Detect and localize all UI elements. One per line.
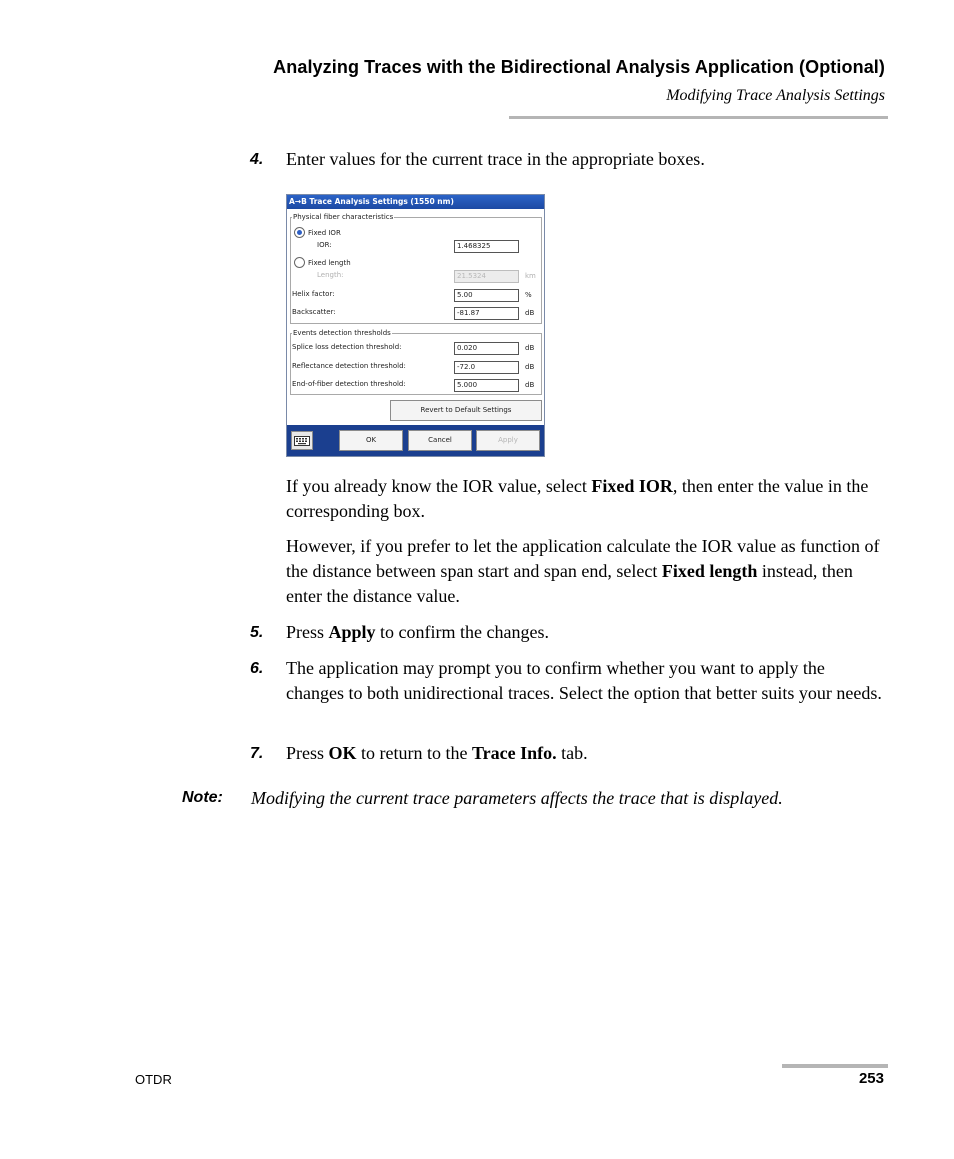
splice-loss-unit: dB (525, 344, 535, 352)
paragraph-fixed-length: However, if you prefer to let the application calculate the IOR value as function of the distance between span start and span end, select Fixed length instead, then enter the distance value. (286, 536, 880, 606)
reflectance-label: Reflectance detection threshold: (292, 362, 406, 370)
helix-factor-unit: % (525, 291, 532, 299)
fixed-ior-label: Fixed IOR (308, 229, 341, 237)
splice-loss-label: Splice loss detection threshold: (292, 343, 402, 351)
length-label: Length: (317, 271, 344, 279)
ior-input[interactable]: 1.468325 (454, 240, 519, 253)
note-label: Note: (182, 789, 223, 806)
fixed-ior-radio[interactable] (294, 227, 305, 238)
length-input[interactable]: 21.5324 (454, 270, 519, 283)
cancel-button[interactable]: Cancel (408, 430, 472, 451)
reflectance-unit: dB (525, 363, 535, 371)
ok-button[interactable]: OK (339, 430, 403, 451)
revert-default-button[interactable]: Revert to Default Settings (390, 400, 542, 421)
splice-loss-input[interactable]: 0.020 (454, 342, 519, 355)
step-text: The application may prompt you to confirm whether you want to apply the changes to both unidirectional traces. Select the option that better suits your needs. (286, 658, 882, 703)
page-number: 253 (858, 1070, 884, 1087)
events-group-legend: Events detection thresholds (293, 329, 391, 337)
reflectance-input[interactable]: -72.0 (454, 361, 519, 374)
length-unit: km (525, 272, 536, 280)
note-text: Modifying the current trace parameters affects the trace that is displayed. (251, 788, 783, 808)
page-header-title: Analyzing Traces with the Bidirectional Analysis Application (Optional) (273, 57, 885, 77)
step-text: Press OK to return to the Trace Info. tab. (286, 743, 588, 763)
end-of-fiber-input[interactable]: 5.000 (454, 379, 519, 392)
paragraph-fixed-ior: If you already know the IOR value, select Fixed IOR, then enter the value in the corresponding box. (286, 476, 869, 521)
header-divider (509, 116, 888, 119)
trace-analysis-settings-dialog (286, 194, 545, 457)
keyboard-button[interactable] (291, 431, 313, 450)
backscatter-label: Backscatter: (292, 308, 336, 316)
backscatter-input[interactable]: -81.87 (454, 307, 519, 320)
physical-group-legend: Physical fiber characteristics (293, 213, 394, 221)
apply-button[interactable]: Apply (476, 430, 540, 451)
footer-divider (782, 1064, 888, 1068)
ior-label: IOR: (317, 241, 332, 249)
footer-product: OTDR (135, 1072, 172, 1087)
step-number: 5. (250, 624, 264, 641)
end-of-fiber-label: End-of-fiber detection threshold: (292, 380, 406, 388)
page-header-subtitle: Modifying Trace Analysis Settings (666, 87, 885, 104)
backscatter-unit: dB (525, 309, 535, 317)
step-number: 6. (250, 660, 264, 677)
helix-factor-input[interactable]: 5.00 (454, 289, 519, 302)
helix-factor-label: Helix factor: (292, 290, 335, 298)
fixed-length-radio[interactable] (294, 257, 305, 268)
step-number: 4. (250, 151, 264, 168)
fixed-length-label: Fixed length (308, 259, 351, 267)
keyboard-icon (294, 436, 310, 446)
step-number: 7. (250, 745, 264, 762)
step-text: Press Apply to confirm the changes. (286, 622, 549, 642)
step-text: Enter values for the current trace in the appropriate boxes. (286, 149, 705, 169)
end-of-fiber-unit: dB (525, 381, 535, 389)
dialog-title: A→B Trace Analysis Settings (1550 nm) (287, 195, 544, 209)
